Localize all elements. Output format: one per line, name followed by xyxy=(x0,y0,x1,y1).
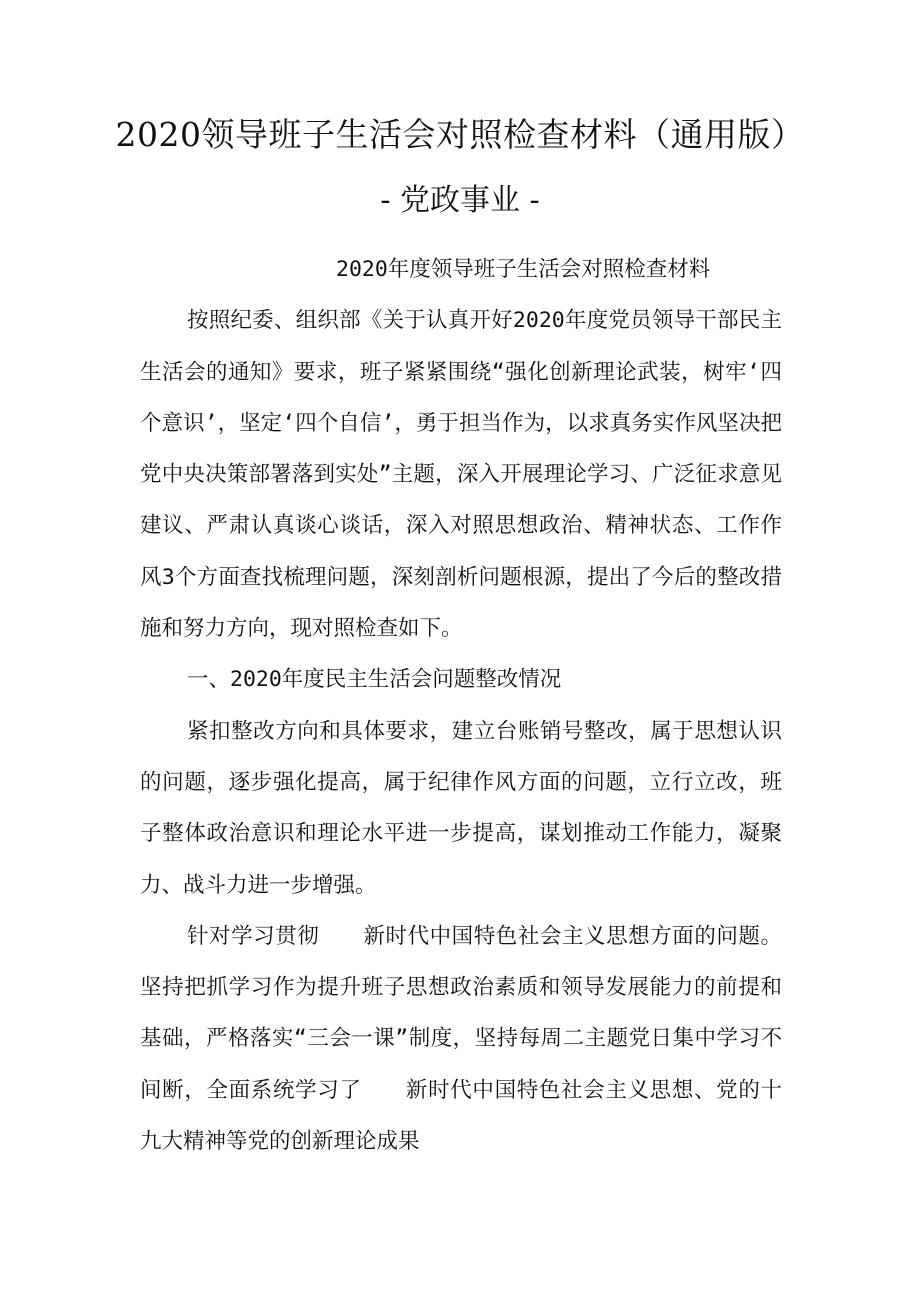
paragraph-rectification: 紧扣整改方向和具体要求，建立台账销号整改，属于思想认识的问题，逐步强化提高，属于纪律作风方面的问题，立行立改，班子整体政治意识和理论水平进一步提高，谋划推动工作能力，凝聚力、战斗力进一步增强。 xyxy=(140,718,782,898)
paragraph-study: 针对学习贯彻 新时代中国特色社会主义思想方面的问题。坚持把抓学习作为提升班子思想政治素质和领导发展能力的前提和基础，严格落实“三会一课”制度，坚持每周二主题党日集中学习不间断，全面系统学习了 新时代中国特色社会主义思想、党的十九大精神等党的创新理论成果 xyxy=(140,923,782,1155)
document-subtitle: - 党政事业 - xyxy=(380,183,540,218)
section-heading: 2020年度领导班子生活会对照检查材料 xyxy=(336,257,711,282)
part-one-heading: 一、2020年度民主生活会问题整改情况 xyxy=(187,667,562,693)
paragraph-intro: 按照纪委、组织部《关于认真开好2020年度党员领导干部民主生活会的通知》要求，班子紧紧围绕“强化创新理论武装，树牢‘四个意识’，坚定‘四个自信’，勇于担当作为，以求真务实作风坚决把党中央决策部署落到实处”主题，深入开展理论学习、广泛征求意见建议、严肃认真谈心谈话，深入对照思想政治、精神状态、工作作风3个方面查找梳理问题，深刻剖析问题根源，提出了今后的整改措施和努力方向，现对照检查如下。 xyxy=(140,308,782,642)
document-title: 2020领导班子生活会对照检查材料（通用版） xyxy=(115,115,805,154)
document-body xyxy=(140,244,782,1167)
